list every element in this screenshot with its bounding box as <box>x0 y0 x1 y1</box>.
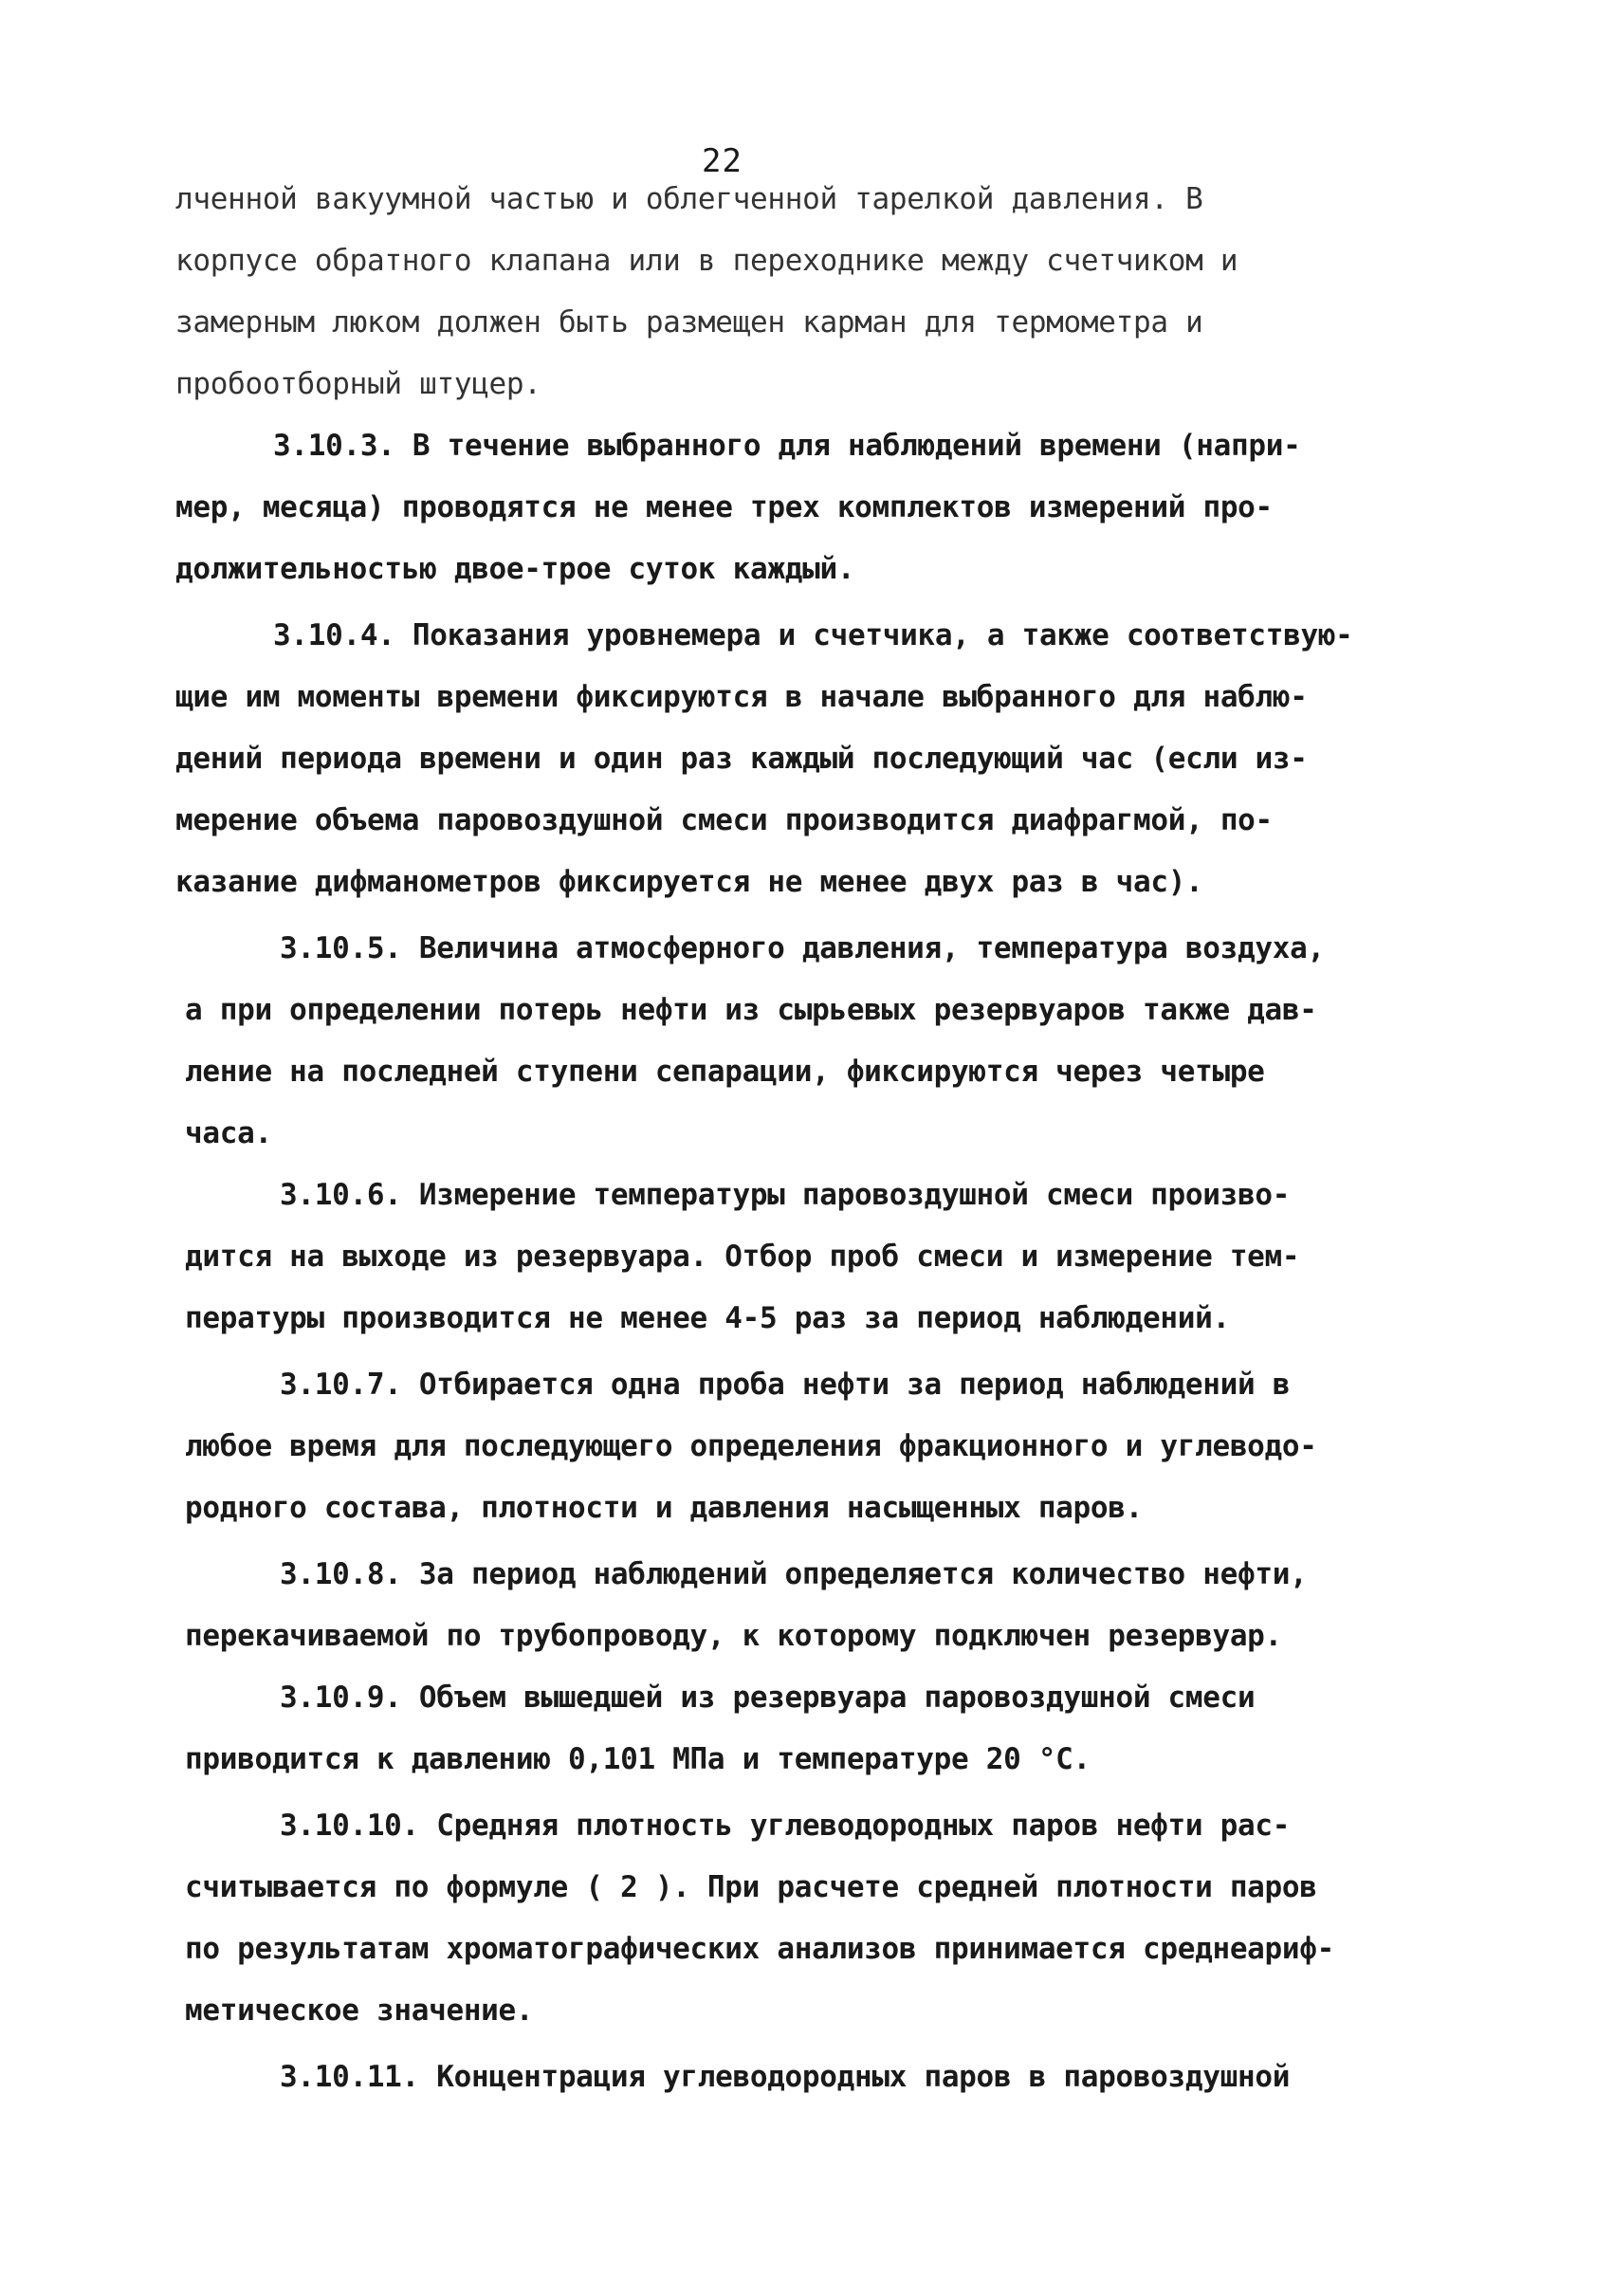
text-line: должительностью двое-трое суток каждый. <box>175 552 855 586</box>
text-line: замерным люком должен быть размещен карман для термометра и <box>175 305 1203 340</box>
text-line: 3.10.9. Объем вышедшей из резервуара паровоздушной смеси <box>280 1681 1256 1715</box>
text-line: 3.10.8. За период наблюдений определяется количество нефти, <box>280 1557 1308 1591</box>
text-line: дений периода времени и один раз каждый последующий час (если из- <box>175 742 1308 776</box>
text-line: считывается по формуле ( 2 ). При расчете средней плотности паров <box>185 1870 1317 1904</box>
text-line: лченной вакуумной частью и облегченной тарелкой давления. В <box>175 182 1203 216</box>
text-line: метическое значение. <box>185 1993 534 2028</box>
text-line: 3.10.7. Отбирается одна проба нефти за период наблюдений в <box>280 1368 1291 1402</box>
text-line: приводится к давлению 0,101 МПа и температуре 20 °С. <box>185 1742 1091 1776</box>
text-line: по результатам хроматографических анализов принимается среднеариф- <box>185 1932 1334 1966</box>
text-line: 3.10.4. Показания уровнемера и счетчика, а также соответствую- <box>273 618 1353 652</box>
text-line: 3.10.11. Концентрация углеводородных паров в паровоздушной <box>280 2060 1291 2094</box>
text-line: ление на последней ступени сепарации, фиксируются через четыре <box>185 1055 1265 1089</box>
text-line: 3.10.5. Величина атмосферного давления, температура воздуха, <box>280 931 1325 965</box>
text-line: 3.10.6. Измерение температуры паровоздушной смеси произво- <box>280 1178 1291 1212</box>
text-line: мер, месяца) проводятся не менее трех комплектов измерений про- <box>175 490 1273 524</box>
text-line: любое время для последующего определения фракционного и углеводо- <box>185 1429 1317 1463</box>
text-line: 3.10.3. В течение выбранного для наблюдений времени (напри- <box>273 429 1301 463</box>
text-line: часа. <box>185 1116 272 1150</box>
text-line: а при определении потерь нефти из сырьевых резервуаров также дав- <box>185 993 1317 1027</box>
text-line: корпусе обратного клапана или в переходнике между счетчиком и <box>175 244 1238 278</box>
text-line: перекачиваемой по трубопроводу, к которому подключен резервуар. <box>185 1619 1282 1653</box>
text-line: 3.10.10. Средняя плотность углеводородных паров нефти рас- <box>280 1809 1291 1843</box>
page-number: 22 <box>702 142 743 180</box>
text-line: щие им моменты времени фиксируются в начале выбранного для наблю- <box>175 680 1308 714</box>
text-line: мерение объема паровоздушной смеси производится диафрагмой, по- <box>175 803 1273 837</box>
text-line: казание дифманометров фиксируется не менее двух раз в час). <box>175 865 1203 899</box>
text-line: пературы производится не менее 4-5 раз за период наблюдений. <box>185 1301 1230 1335</box>
text-line: пробоотборный штуцер. <box>175 367 541 401</box>
text-line: родного состава, плотности и давления насыщенных паров. <box>185 1491 1143 1525</box>
text-line: дится на выходе из резервуара. Отбор проб смеси и измерение тем- <box>185 1240 1300 1274</box>
